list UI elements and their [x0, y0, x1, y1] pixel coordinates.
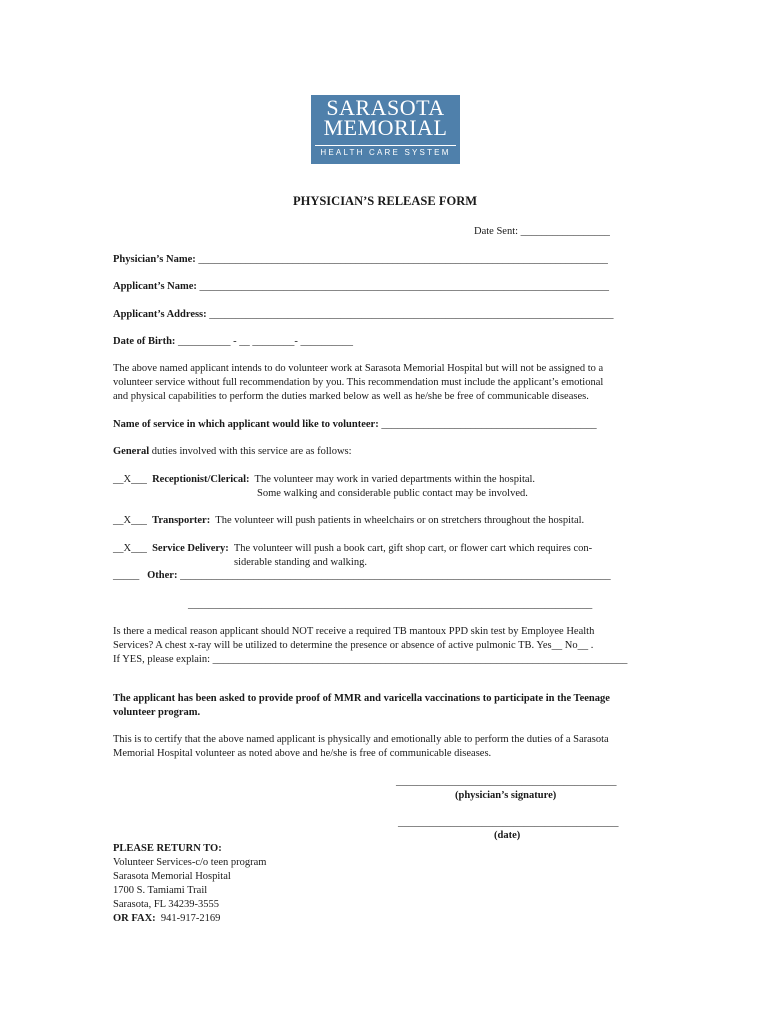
applicant-name-label: Applicant’s Name:: [113, 281, 197, 292]
fax-row: [113, 912, 220, 926]
physician-name-label: Physician’s Name:: [113, 254, 196, 265]
general-label: General: [113, 446, 150, 457]
applicant-name-field[interactable]: ______________________________________________________________________________: [199, 281, 610, 292]
service-delivery-checkmark[interactable]: __X___: [113, 543, 147, 554]
tb-question-line-2: Services? A chest x-ray will be utilized to determine the presence or absence of active pulmonic TB. Yes__ No__ .: [113, 640, 594, 651]
applicant-address-label: Applicant’s Address:: [113, 309, 207, 320]
date-field[interactable]: __________________________________________: [398, 817, 619, 828]
other-field[interactable]: __________________________________________________________________________________: [180, 570, 611, 581]
service-name-label: Name of service in which applicant would like to volunteer:: [113, 419, 379, 430]
duty-service-delivery: [113, 542, 592, 556]
mmr-notice-line-1: The applicant has been asked to provide proof of MMR and varicella vaccinations to participate in the Teenage: [113, 693, 610, 704]
applicant-address-row: [113, 308, 614, 322]
mmr-notice-line-2: volunteer program.: [113, 707, 201, 718]
other-label: Other:: [147, 570, 178, 581]
receptionist-description-2: Some walking and considerable public contact may be involved.: [257, 488, 528, 499]
date-label: (date): [494, 830, 521, 841]
signature-field[interactable]: __________________________________________: [396, 776, 617, 787]
transporter-checkmark[interactable]: __X___: [113, 515, 147, 526]
return-line-2: Sarasota Memorial Hospital: [113, 871, 231, 882]
service-delivery-description-2: siderable standing and walking.: [234, 557, 367, 568]
logo-line-2: MEMORIAL: [323, 115, 448, 140]
duty-receptionist: [113, 473, 535, 487]
service-name-field[interactable]: _________________________________________: [381, 419, 597, 430]
intro-line-3: and physical capabilities to perform the duties marked below as well as he/she be free of communicable diseases.: [113, 391, 589, 402]
fax-number: 941-917-2169: [160, 913, 221, 924]
logo-line-1: SARASOTA: [326, 95, 445, 120]
general-duties-heading: [113, 445, 352, 459]
other-field-2[interactable]: _____________________________________________________________________________: [188, 599, 593, 610]
transporter-description: The volunteer will push patients in wheelchairs or on stretchers throughout the hospital.: [215, 515, 585, 526]
physician-name-row: [113, 253, 608, 267]
physician-name-field[interactable]: ______________________________________________________________________________: [198, 254, 608, 265]
date-of-birth-field[interactable]: __________ - __ ________- __________: [178, 336, 354, 347]
applicant-address-field[interactable]: _____________________________________________________________________________: [209, 309, 614, 320]
tb-question-line-1: Is there a medical reason applicant should NOT receive a required TB mantoux PPD skin test by Employee Health: [113, 626, 595, 637]
fax-label: OR FAX:: [113, 913, 156, 924]
return-heading: PLEASE RETURN TO:: [113, 843, 222, 854]
return-line-3: 1700 S. Tamiami Trail: [113, 885, 208, 896]
duty-other: [113, 569, 611, 583]
general-text: duties involved with this service are as follows:: [149, 446, 352, 457]
applicant-name-row: [113, 280, 609, 294]
intro-line-1: The above named applicant intends to do volunteer work at Sarasota Memorial Hospital but will not be assigned to a: [113, 363, 604, 374]
service-name-row: [113, 418, 597, 432]
logo-tagline: HEALTH CARE SYSTEM: [320, 148, 451, 157]
return-line-1: Volunteer Services-c/o teen program: [113, 857, 267, 868]
date-of-birth-row: [113, 335, 353, 349]
return-line-4: Sarasota, FL 34239-3555: [113, 899, 220, 910]
receptionist-checkmark[interactable]: __X___: [113, 474, 147, 485]
date-sent-field[interactable]: Date Sent: _________________: [474, 226, 610, 237]
transporter-label: Transporter:: [152, 515, 211, 526]
receptionist-description: The volunteer may work in varied departments within the hospital.: [254, 474, 536, 485]
certify-line-1: This is to certify that the above named applicant is physically and emotionally able to perform the duties of a Sarasota: [113, 734, 609, 745]
service-delivery-description: The volunteer will push a book cart, gift shop cart, or flower cart which requires con-: [233, 543, 593, 554]
signature-label: (physician’s signature): [455, 790, 557, 801]
intro-line-2: volunteer service without full recommendation by you. This recommendation must include the applicant’s emotional: [113, 377, 604, 388]
date-of-birth-label: Date of Birth:: [113, 336, 176, 347]
other-checkmark[interactable]: _____: [113, 570, 140, 581]
duty-transporter: [113, 514, 584, 528]
sarasota-memorial-logo: [311, 95, 460, 164]
certify-line-2: Memorial Hospital volunteer as noted above and he/she is free of communicable diseases.: [113, 748, 492, 759]
receptionist-label: Receptionist/Clerical:: [152, 474, 250, 485]
tb-explain-field[interactable]: If YES, please explain: _______________________________________________________________________________: [113, 654, 628, 665]
service-delivery-label: Service Delivery:: [152, 543, 229, 554]
form-title: PHYSICIAN’S RELEASE FORM: [292, 194, 478, 208]
